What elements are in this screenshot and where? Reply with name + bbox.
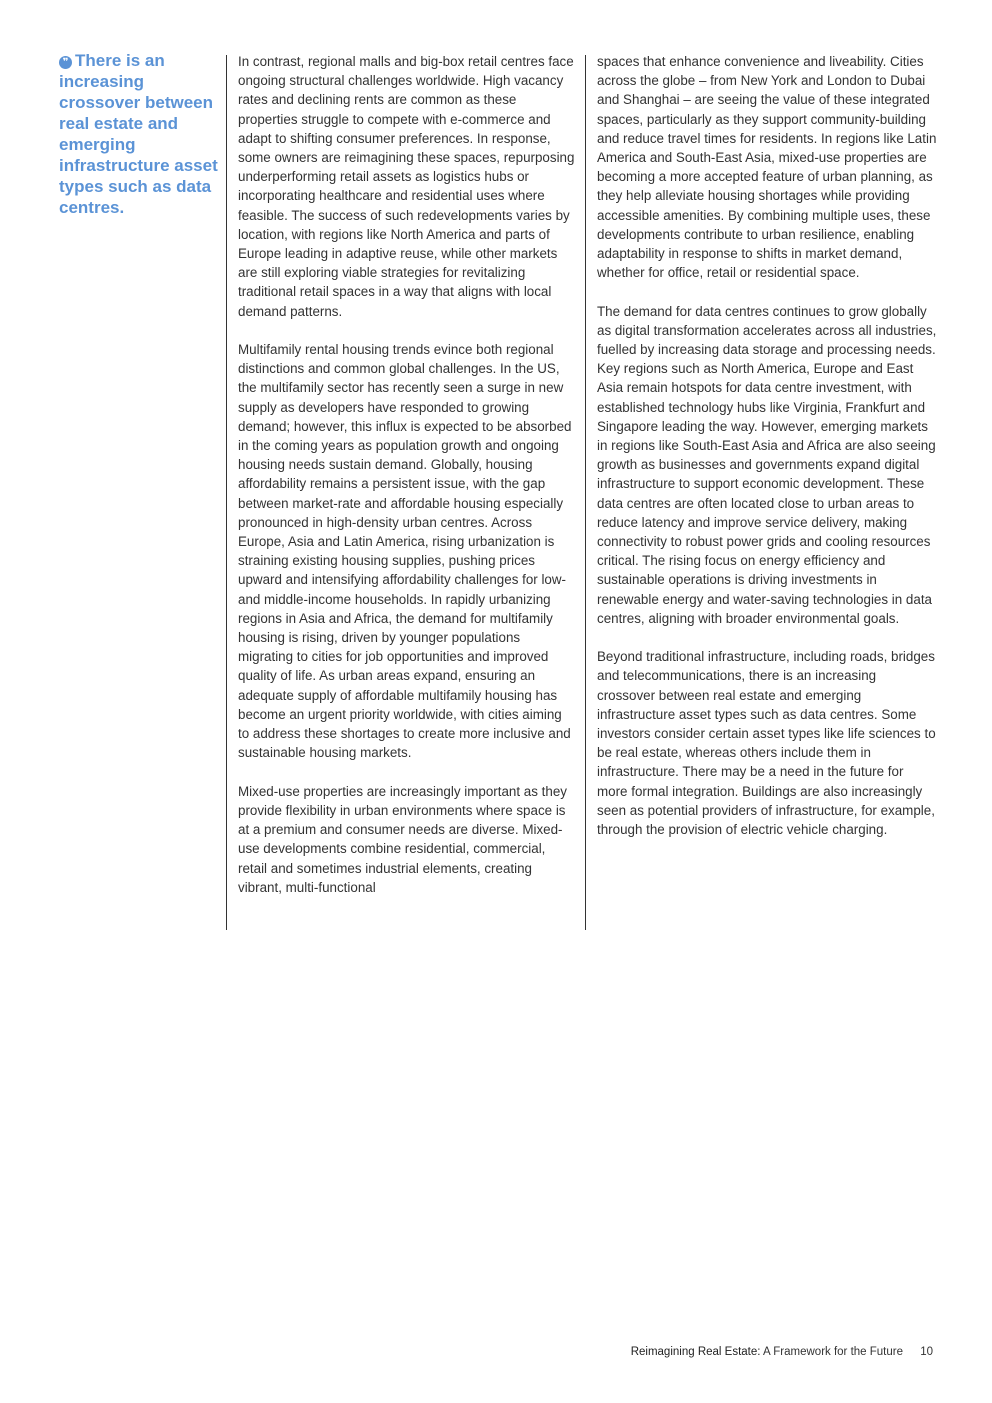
paragraph-mixed-use: Mixed-use properties are increasingly important as they provide flexibility in urban environments where space is at a premium and consumer needs are diverse. Mixed-use developments combine residential, commercial, retail and sometimes industrial elements, creating vibrant, multi-functional — [238, 783, 567, 895]
paragraph-retail: In contrast, regional malls and big-box retail centres face ongoing structural challenges worldwide. High vacancy rates and declining rents are common as these properties struggle to compete with e-commerce and adapt to shifting consumer preferences. In response, some owners are reimagining these spaces, repurposing underperforming retail assets as logistics hubs or incorporating healthcare and residential uses where feasible. The success of such redevelopments varies by location, with regions like North America and parts of Europe leading in adaptive reuse, while other markets are still exploring viable strategies for revitalizing traditional retail spaces in a way that aligns with local demand patterns. — [238, 54, 575, 319]
paragraph-data-centres: The demand for data centres continues to grow globally as digital transformation accelerates across all industries, fuelled by increasing data storage and processing needs. Key regions such as North America, Europe and East Asia remain hotspots for data centre investment, with established technology hubs like Virginia, Frankfurt and Singapore leading the way. However, emerging markets in regions like South-East Asia and Africa are also seeing growth as businesses and governments expand digital infrastructure to support economic development. These data centres are often located close to urban areas to reduce latency and improve service delivery, making connectivity to robust power grids and cooling resources critical. The rising focus on energy efficiency and sustainable operations is driving investments in renewable energy and water-saving technologies in data centres, aligning with broader environmental goals. — [597, 303, 937, 626]
column-divider-right — [585, 55, 586, 930]
paragraph-multifamily: Multifamily rental housing trends evince both regional distinctions and common global challenges. In the US, the multifamily sector has recently seen a surge in new supply as developers have responded to growing demand; however, this influx is expected to be absorbed in the coming years as population growth and ongoing housing needs sustain demand. Globally, housing affordability remains a persistent issue, with the gap between market-rate and affordable housing especially pronounced in high-density urban centres. Across Europe, Asia and Latin America, rising urbanization is straining existing housing supplies, pushing prices upward and intensifying affordability challenges for low- and middle-income households. In rapidly urbanizing regions in Asia and Africa, the demand for multifamily housing is rising, driven by younger populations migrating to cities for job opportunities and improved quality of life. As urban areas expand, ensuring an adequate supply of affordable multifamily housing has become an urgent priority worldwide, with cities aiming to address these shortages to create more inclusive and sustainable housing markets. — [238, 342, 572, 761]
pull-quote-text: There is an increasing crossover between real estate and emerging infrastructure asset types such as data centres. — [59, 51, 218, 217]
page-number: 10 — [920, 1346, 933, 1358]
pull-quote — [59, 50, 219, 218]
footer-report-title: Reimagining Real Estate: — [630, 1346, 761, 1358]
footer-report-subtitle: A Framework for the Future — [763, 1346, 903, 1358]
column-divider-left — [226, 55, 227, 930]
paragraph-infrastructure: Beyond traditional infrastructure, including roads, bridges and telecommunications, there is an increasing crossover between real estate and emerging infrastructure asset types such as data centres. Some investors consider certain asset types like life sciences to be real estate, whereas others include them in infrastructure. There may be a need in the future for more formal integration. Buildings are also increasingly seen as potential providers of infrastructure, for example, through the provision of electric vehicle charging. — [597, 649, 936, 838]
page-footer — [560, 1346, 933, 1358]
text-column-1 — [238, 52, 576, 916]
text-column-2 — [597, 52, 937, 858]
paragraph-mixed-use-continued: spaces that enhance convenience and liveability. Cities across the globe – from New York and London to Dubai and Shanghai – are seeing the value of these integrated spaces, particularly as they support community-building and reduce travel times for residents. In regions like Latin America and South-East Asia, mixed-use properties are becoming a more accepted feature of urban planning, as they help alleviate housing shortages while providing accessible amenities. By combining multiple uses, these developments contribute to urban resilience, enabling adaptability in response to shifts in market demand, whether for office, retail or residential space. — [597, 54, 937, 281]
quote-icon: ❞ — [59, 56, 72, 69]
